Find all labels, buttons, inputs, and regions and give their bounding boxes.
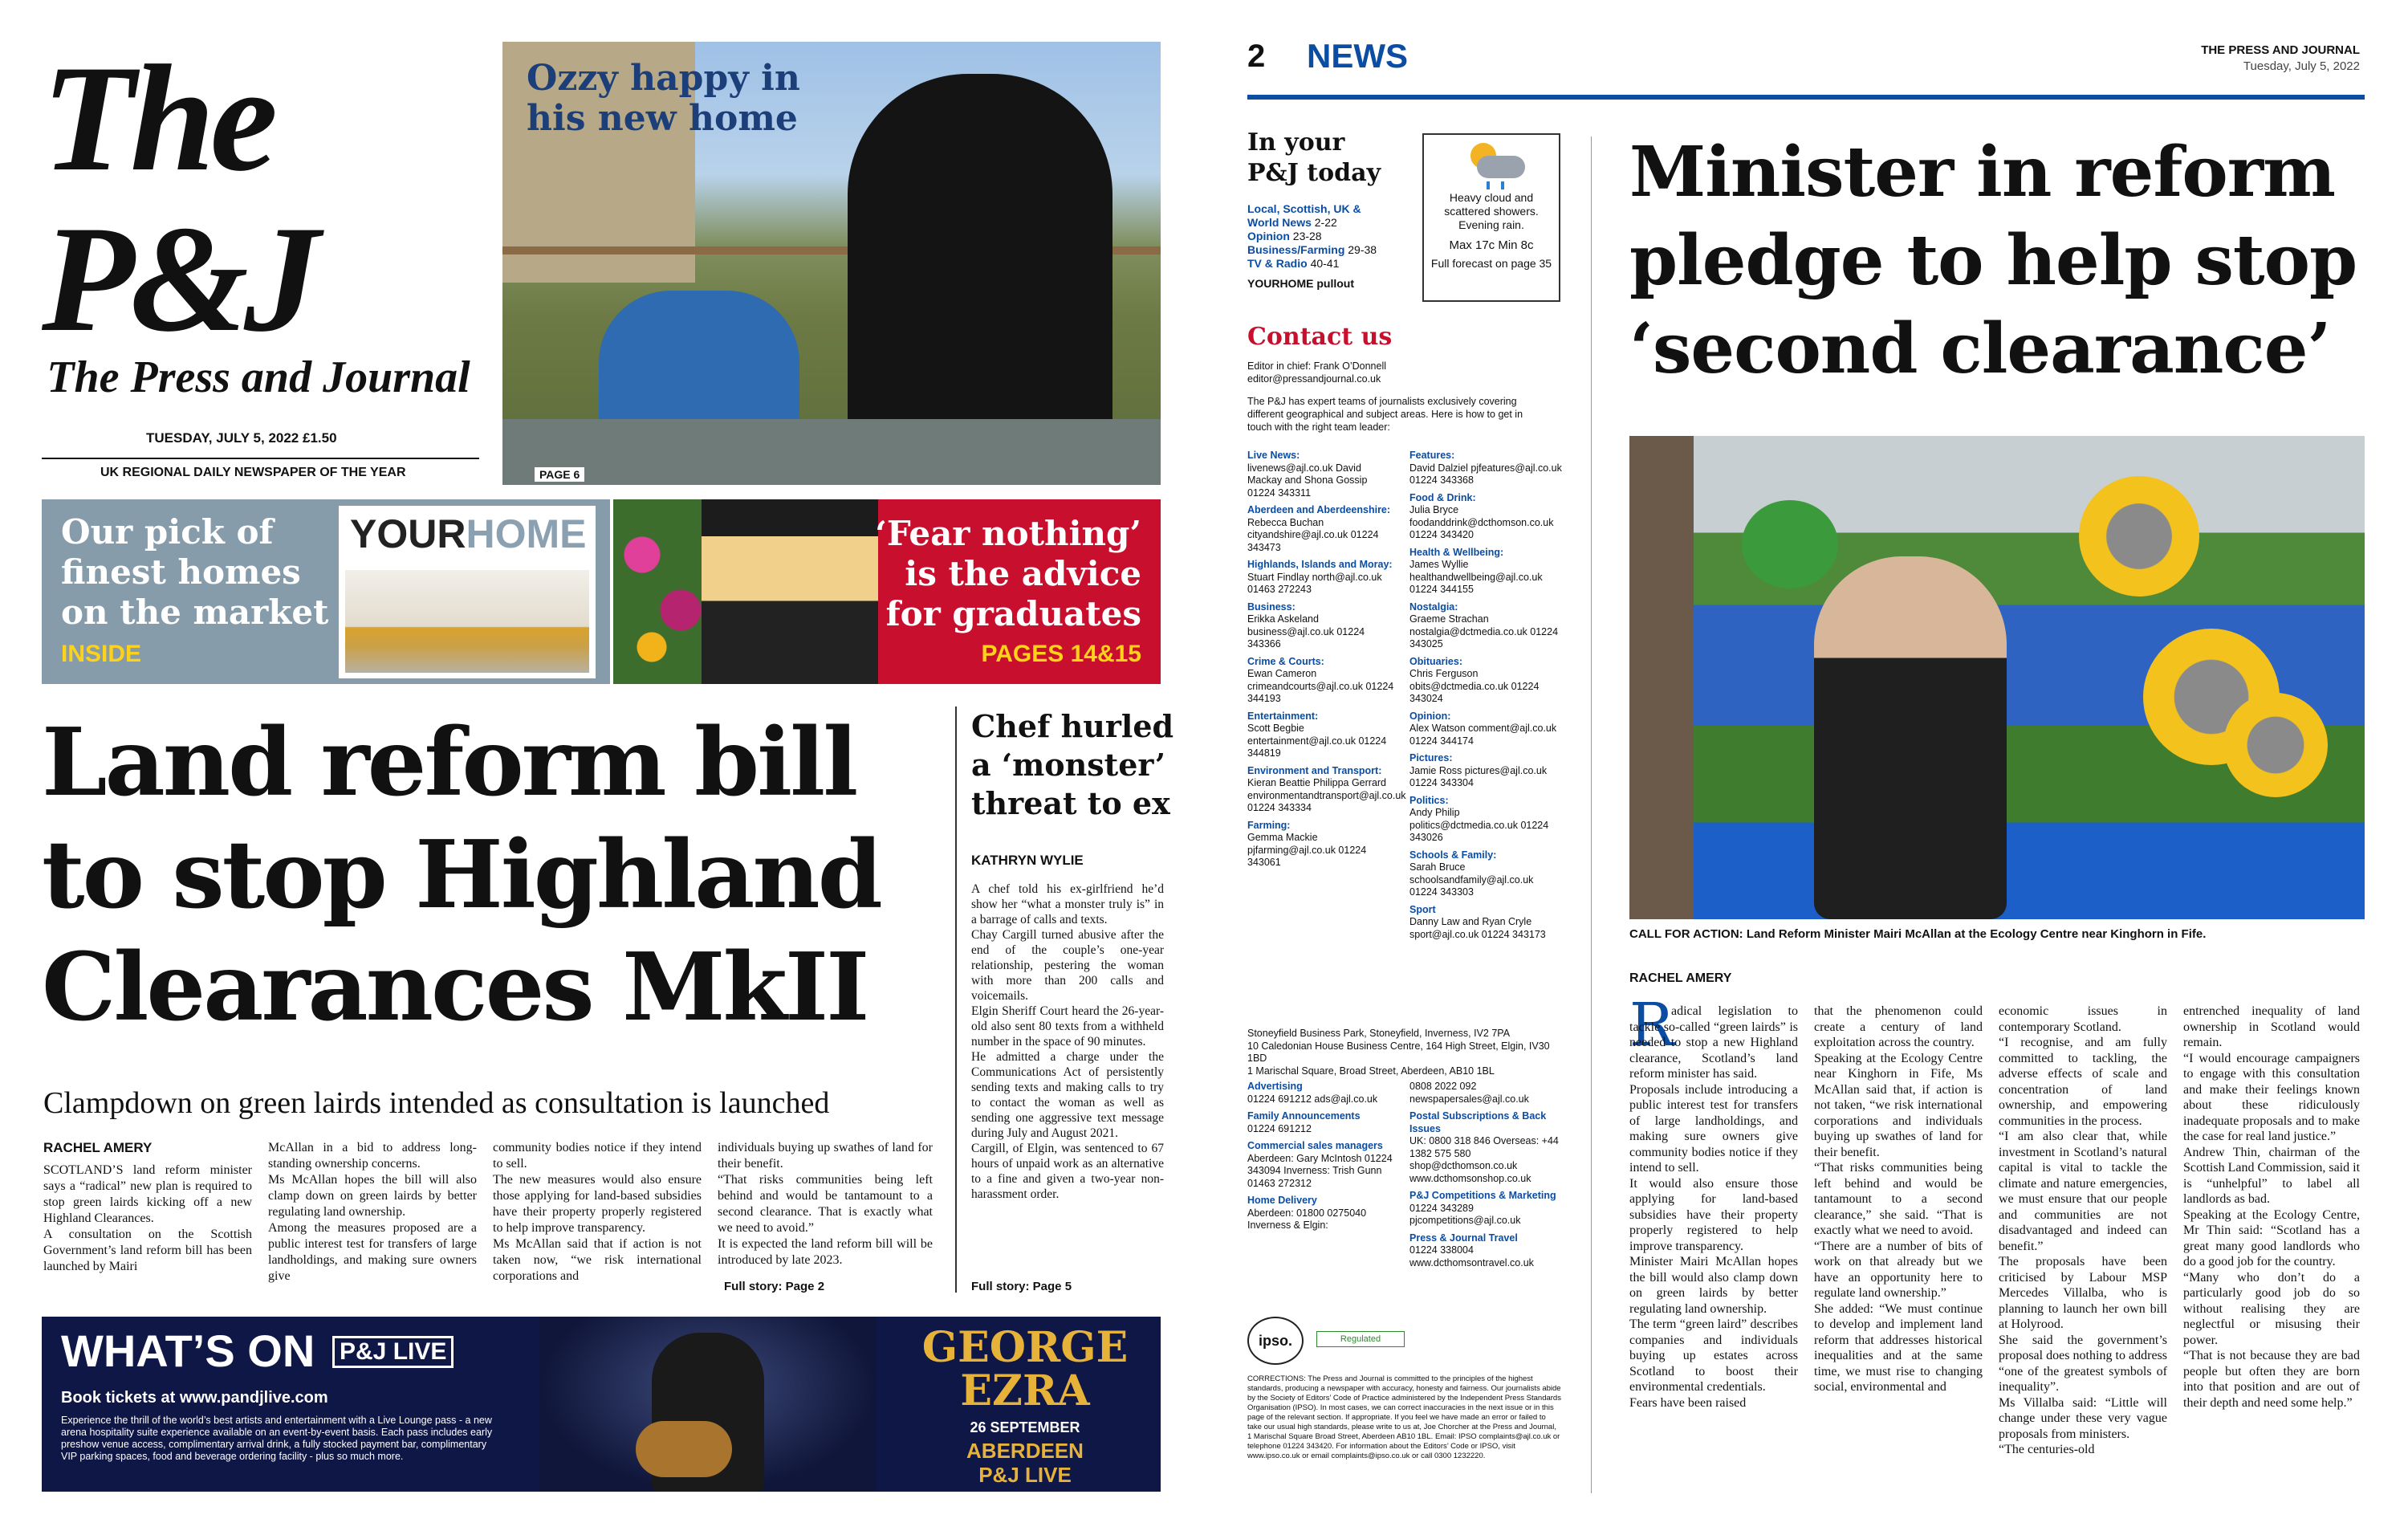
- contact-entry[interactable]: Food & Drink: Julia Bryce foodanddrink@dcthomson.co.uk 01224 343420: [1409, 491, 1554, 540]
- photo-ground: [502, 419, 1161, 485]
- service-entry[interactable]: P&J Competitions & Marketing 01224 343289 pjcompetitions@ajl.co.uk: [1409, 1190, 1556, 1226]
- promo-graduate-photo: [702, 499, 878, 684]
- whats-on-ad[interactable]: [42, 1317, 1161, 1492]
- photo-dog: [848, 74, 1112, 475]
- lead-body-col-3: community bodies notice if they intend to sell. The new measures would also ensure those applying for land-based subsidies have their property properly registered to help improve transparency. Ms McAllan said that if action is not taken now, “we risk international corporations and: [493, 1141, 702, 1283]
- photo-headline-1: Ozzy happy in: [527, 58, 800, 99]
- main-headline-1: Minister in reform: [1629, 132, 2335, 213]
- award-line: UK REGIONAL DAILY NEWSPAPER OF THE YEAR: [100, 466, 406, 479]
- contact-entry[interactable]: Politics: Andy Philip politics@dctmedia.co.uk 01224 343026: [1409, 794, 1549, 843]
- main-headline-3: ‘second clearance’: [1629, 308, 2331, 389]
- contact-entry[interactable]: Business: Erikka Askeland business@ajl.co.uk 01224 343366: [1247, 601, 1365, 649]
- ad-artist-1: GEORGE: [921, 1323, 1129, 1372]
- promo-homes-line3: on the market: [61, 592, 329, 632]
- service-entry[interactable]: Advertising 01224 691212 ads@ajl.co.uk: [1247, 1081, 1378, 1105]
- promo-homes-tag: INSIDE: [61, 641, 142, 667]
- contact-intro: The P&J has expert teams of journalists exclusively covering different geographical and subject areas. Here is how to get in touch with the right team leader:: [1247, 396, 1523, 433]
- promo-homes-line1: Our pick of: [61, 512, 274, 552]
- weather-forecast-ref[interactable]: Full forecast on page 35: [1430, 257, 1552, 270]
- lead-story-ref[interactable]: Full story: Page 2: [724, 1280, 825, 1293]
- brand-home: HOME: [466, 511, 587, 556]
- corrections: CORRECTIONS: The Press and Journal is committed to the principles of the highest standards, producing a newspaper with accuracy, honesty and fairness. Our journalists abide by the Society of Editors’ Code of Practice administered by the Independent Press Standards Organisation (IPSO). In most cases, we can correct inaccuracies in the next issue or in this page of the relevant section. If appropriate. If you feel we have made an error or failed to take our usual high standards, please write to us at, Joe Chorcher at the Press and Journal, 1 Marischal Square Broad Street, Aberdeen AB10 1BL. Email: IPSO complaints@ajl.co.uk or telephone 01224 343420. For information about the Editors’ Code or IPSO, visit www.ipso.co.uk or email complaints@ipso.co.uk or call 0300 1232220.: [1247, 1374, 1561, 1460]
- promo-grads-line1: ‘Fear nothing’: [875, 514, 1141, 553]
- weather-icon: [1429, 140, 1554, 191]
- contact-entry[interactable]: Environment and Transport: Kieran Beattie Philippa Gerrard environmentandtransport@ajl.co.uk 01224 343334: [1247, 764, 1406, 813]
- service-entry[interactable]: Family Announcements 01224 691212: [1247, 1110, 1361, 1134]
- side-byline: KATHRYN WYLIE: [971, 853, 1084, 868]
- contact-entry[interactable]: Obituaries: Chris Ferguson obits@dctmedia.co.uk 01224 343024: [1409, 655, 1540, 704]
- ad-tickets[interactable]: Book tickets at www.pandjlive.com: [61, 1389, 328, 1407]
- photo-mosaic-tree: [1742, 500, 1838, 588]
- service-entry[interactable]: 0808 2022 092 newspapersales@ajl.co.uk: [1409, 1081, 1529, 1105]
- photo-minister: [1814, 556, 2007, 919]
- dateline: TUESDAY, JULY 5, 2022 £1.50: [146, 430, 337, 446]
- weather-desc: Heavy cloud and scattered showers. Evening rain.: [1444, 191, 1539, 231]
- photo-sunflower-1: [2079, 476, 2199, 597]
- in-your: In your: [1247, 128, 1345, 157]
- contact-entry[interactable]: Opinion: Alex Watson comment@ajl.co.uk 01224 344174: [1409, 710, 1557, 747]
- service-entry[interactable]: Press & Journal Travel 01224 338004 www.dcthomsontravel.co.uk: [1409, 1232, 1534, 1268]
- contents-item[interactable]: Business/Farming 29-38: [1247, 243, 1377, 256]
- contact-entry[interactable]: Sport Danny Law and Ryan Cryle sport@ajl.co.uk 01224 343173: [1409, 903, 1546, 940]
- contents-item[interactable]: Opinion 23-28: [1247, 230, 1322, 242]
- contents-item[interactable]: Local, Scottish, UK & World News 2-22: [1247, 202, 1361, 229]
- ad-venue-2: P&J LIVE: [978, 1463, 1072, 1487]
- promo-grads-tag: PAGES 14&15: [981, 641, 1141, 667]
- side-story-ref[interactable]: Full story: Page 5: [971, 1280, 1072, 1293]
- side-story-rule: [955, 706, 957, 1293]
- pj-today: P&J today: [1247, 159, 1381, 187]
- weather-temps: Max 17c Min 8c: [1449, 238, 1534, 252]
- ipso-regulated: Regulated: [1316, 1331, 1405, 1347]
- lead-headline-3: Clearances MkII: [42, 933, 868, 1042]
- ad-venue-1: ABERDEEN: [966, 1439, 1084, 1463]
- main-body-col-3: economic issues in contemporary Scotland. “I recognise, and am fully committed to tackling, the adverse effects of scale and concentration of land ownership, and empowering communities in the process. “I am also clear that, while investment in Scotland’s natural capital is vital to tackle the climate and nature emergencies, we must ensure that our people and communities are not disadvantaged and indeed can benefit.” The proposals have been criticised by Labour MSP Mercedes Villalba, who is planning to launch her own bill at Holyrood. She said the government’s proposal does nothing to address “one of the greatest symbols of inequality”. Ms Villalba said: “Little will change under these very vague proposals from ministers. “The centuries-old: [1999, 1004, 2167, 1456]
- contact-entry[interactable]: Entertainment: Scott Begbie entertainment@ajl.co.uk 01224 344819: [1247, 710, 1387, 759]
- contents-item[interactable]: TV & Radio 40-41: [1247, 257, 1340, 270]
- promo-homes: [42, 499, 610, 684]
- contact-entry[interactable]: Health & Wellbeing: James Wyllie healthandwellbeing@ajl.co.uk 01224 344155: [1409, 546, 1543, 595]
- side-body: A chef told his ex-girlfriend he’d show her “what a monster truly is” in a barrage of calls and texts. Chay Cargill turned abusive after the end of the couple’s one-year relationship, pestering the woman with more than 200 calls and voicemails. Elgin Sheriff Court heard the 26-year-old also sent 80 texts from a withheld number in the space of 90 minutes. He admitted a charge under the Communications Act of persistently sending texts and making calls to try to contact the woman as well as sending one aggressive text message during July and August 2021. Cargill, of Elgin, was sentenced to 67 hours of unpaid work as an alternative to a fine and given a two-year non-harassment order.: [971, 882, 1164, 1201]
- services-left: [1247, 1081, 1396, 1237]
- contact-entry[interactable]: Farming: Gemma Mackie pjfarming@ajl.co.uk 01224 343061: [1247, 819, 1367, 868]
- lead-standfirst: Clampdown on green lairds intended as consultation is launched: [43, 1086, 830, 1120]
- lead-headline-2: to stop Highland: [42, 820, 881, 930]
- promo-flowers: [613, 499, 710, 684]
- main-photo: [1629, 436, 2365, 919]
- side-headline-2: a ‘monster’: [971, 747, 1166, 783]
- pullout-note: YOURHOME pullout: [1247, 277, 1354, 290]
- brand-your: YOUR: [350, 511, 466, 556]
- contact-entry[interactable]: Aberdeen and Aberdeenshire: Rebecca Buchan cityandshire@ajl.co.uk 01224 343473: [1247, 504, 1391, 553]
- promo-homes-line2: finest homes: [61, 552, 301, 592]
- rail-rule: [1591, 136, 1592, 1493]
- logo-subtitle: The Press and Journal: [47, 352, 470, 402]
- section-rule: [1247, 95, 2365, 100]
- logo-text: The P&J: [42, 35, 315, 364]
- photo-wall: [1629, 436, 1694, 919]
- lead-body-col-4: individuals buying up swathes of land for their benefit. “That risks communities being left behind and would be tantamount to a second clearance. That is exactly what we need to avoid.” It is expected the land reform bill will be introduced by late 2023.: [718, 1141, 933, 1267]
- lead-byline: RACHEL AMERY: [43, 1140, 153, 1155]
- masthead: [42, 35, 475, 464]
- contacts-left: [1247, 450, 1406, 874]
- side-headline-1: Chef hurled: [971, 708, 1174, 744]
- main-body-col-1: adical legislation to tackle so-called “green lairds” is needed to stop a new Highland clearance, Scotland’s land reform minister has said. Proposals include introducing a public interest test for transfers of large landholdings, and making sure owners give community bodies notice if they intend to sell. It would also ensure those applying for land-based subsidies have their property properly registered to help improve transparency. Minister Mairi McAllan hopes the bill would also clamp down on green lairds by better regulating land ownership. The term “green laird” describes companies and individuals buying up estates across Scotland to boost their environmental credentials. Fears have been raised: [1629, 1004, 1798, 1410]
- ad-date: 26 SEPTEMBER: [970, 1419, 1080, 1435]
- main-headline-2: pledge to help stop: [1629, 220, 2357, 301]
- contact-entry[interactable]: Nostalgia: Graeme Strachan nostalgia@dctmedia.co.uk 01224 343025: [1409, 601, 1559, 649]
- photo-caption: CALL FOR ACTION: Land Reform Minister Mairi McAllan at the Ecology Centre near Kinghorn in Fife.: [1629, 927, 2207, 941]
- contact-title: Contact us: [1247, 323, 1393, 351]
- weather-box: [1422, 133, 1560, 302]
- promo-homes-magazine: [339, 506, 596, 678]
- side-headline-3: threat to ex: [971, 785, 1170, 821]
- running-head-date: Tuesday, July 5, 2022: [2243, 59, 2360, 73]
- ad-logo: P&J LIVE: [332, 1336, 454, 1368]
- section-title: NEWS: [1307, 37, 1408, 75]
- ipso-logo: ipso.: [1247, 1317, 1304, 1365]
- services-right: [1409, 1081, 1562, 1274]
- photo-sunflower-3: [2223, 693, 2328, 797]
- contact-entry[interactable]: Pictures: Jamie Ross pictures@ajl.co.uk 01224 343304: [1409, 752, 1548, 788]
- main-body-col-2: that the phenomenon could create a century of land exploitation across the country. Speaking at the Ecology Centre near Kinghorn in Fife, Ms McAllan said that, if action is not taken, “we risk international corporations and individuals buying up swathes of land for their benefit. “That risks communities being left behind and would be tantamount to a second clearance,” she said. “That is exactly what we need to avoid. “There are a number of bits of work on that already but we have an opportunity here to regulate land ownership.” She added: “We must continue to develop and implement land reform that addresses historical inequalities and at the same time, we must rise to changing social, environmental and: [1814, 1004, 1983, 1394]
- ad-artist-photo: [539, 1317, 877, 1492]
- magazine-room-photo: [345, 570, 589, 673]
- contact-entry[interactable]: Live News: livenews@ajl.co.uk David Mackay and Shona Gossip 01224 343311: [1247, 450, 1368, 499]
- photo-headline-2: his new home: [527, 98, 798, 139]
- contact-entry[interactable]: Schools & Family: Sarah Bruce schoolsandfamily@ajl.co.uk 01224 343303: [1409, 849, 1534, 898]
- main-byline: RACHEL AMERY: [1629, 971, 1732, 985]
- news-page-2: [1204, 0, 2408, 1531]
- ad-artist-2: EZRA: [960, 1366, 1090, 1415]
- service-entry[interactable]: Postal Subscriptions & Back Issues UK: 0800 318 846 Overseas: +44 1382 575 580 shop@dcthomson.co.uk www.dcthomsonshop.co.uk: [1409, 1110, 1559, 1184]
- contact-entry[interactable]: Crime & Courts: Ewan Cameron crimeandcourts@ajl.co.uk 01224 344193: [1247, 655, 1394, 704]
- photo-page-ref: PAGE 6: [535, 467, 584, 482]
- lead-headline-1: Land reform bill: [42, 708, 856, 817]
- page-folio: 2: [1247, 39, 1266, 74]
- contents-list: [1247, 202, 1392, 291]
- editor-line[interactable]: Editor in chief: Frank O’Donnell editor@pressandjournal.co.uk: [1247, 360, 1386, 385]
- contacts-right: [1409, 450, 1562, 946]
- photo-ozzy: [502, 42, 1161, 485]
- promo-graduates: [613, 499, 1161, 684]
- ad-fine-print: Experience the thrill of the world’s best artists and entertainment with a Live Lounge pass - a new arena hospitality suite experience available on an event-by-event basis. Each pass includes early preshow venue access, complimentary arrival drink, a fully stocked payment bar, complimentary VIP parking spaces, food and beverage ordering facility - plus so much more.: [61, 1415, 493, 1462]
- contact-entry[interactable]: Features: David Dalziel pjfeatures@ajl.co.uk 01224 343368: [1409, 450, 1562, 486]
- masthead-rule: [42, 458, 479, 459]
- service-entry[interactable]: Home Delivery Aberdeen: 01800 0275040 Inverness & Elgin:: [1247, 1195, 1367, 1231]
- lead-body-col-2: McAllan in a bid to address long-standing ownership concerns. Ms McAllan hopes the bill will also clamp down on green lairds by better regulating land ownership. Among the measures proposed are a public interest test for transfers of large landholdings, and making sure owners give: [268, 1141, 477, 1283]
- service-entry[interactable]: Commercial sales managers Aberdeen: Gary McIntosh 01224 343094 Inverness: Trish Gunn 01463 272312: [1247, 1140, 1393, 1189]
- promo-grads-line3: for graduates: [885, 594, 1141, 633]
- main-dropcap: R: [1629, 991, 1674, 1060]
- lead-body-col-1: SCOTLAND’S land reform minister says a “radical” new plan is required to stop green lairds kicking off a new Highland Clearances. A consultation on the Scottish Government’s land reform bill has been launched by Mairi: [43, 1163, 252, 1273]
- ad-title: WHAT’S ON: [61, 1325, 315, 1376]
- promo-grads-line2: is the advice: [905, 554, 1141, 593]
- ad-guitar: [636, 1421, 732, 1477]
- running-head-paper: THE PRESS AND JOURNAL: [2201, 43, 2360, 57]
- contact-entry[interactable]: Highlands, Islands and Moray: Stuart Findlay north@ajl.co.uk 01463 272243: [1247, 559, 1393, 595]
- main-body-col-4: entrenched inequality of land ownership in Scotland would remain. “I would encourage campaigners to engage with this consultation and make their feelings known about these ridiculously inadequate proposals and to make the case for real land justice.” Andrew Thin, chairman of the Scottish Land Commission, said it is “unhelpful” to label all landlords as bad. Speaking at the Ecology Centre, Mr Thin said: “Scotland has a great many good landlords who do a good job for the country. “Many who don’t do a particularly good job do so without realising they are neglectful or misusing their power. “That is not because they are bad people but often they are born into that position and are out of their depth and need some help.”: [2183, 1004, 2361, 1410]
- addresses: Stoneyfield Business Park, Stoneyfield, Inverness, IV2 7PA 10 Caledonian House Business Centre, 164 High Street, Elgin, IV30 1BD 1 Marischal Square, Broad Street, Aberdeen, AB10 1BL: [1247, 1028, 1550, 1077]
